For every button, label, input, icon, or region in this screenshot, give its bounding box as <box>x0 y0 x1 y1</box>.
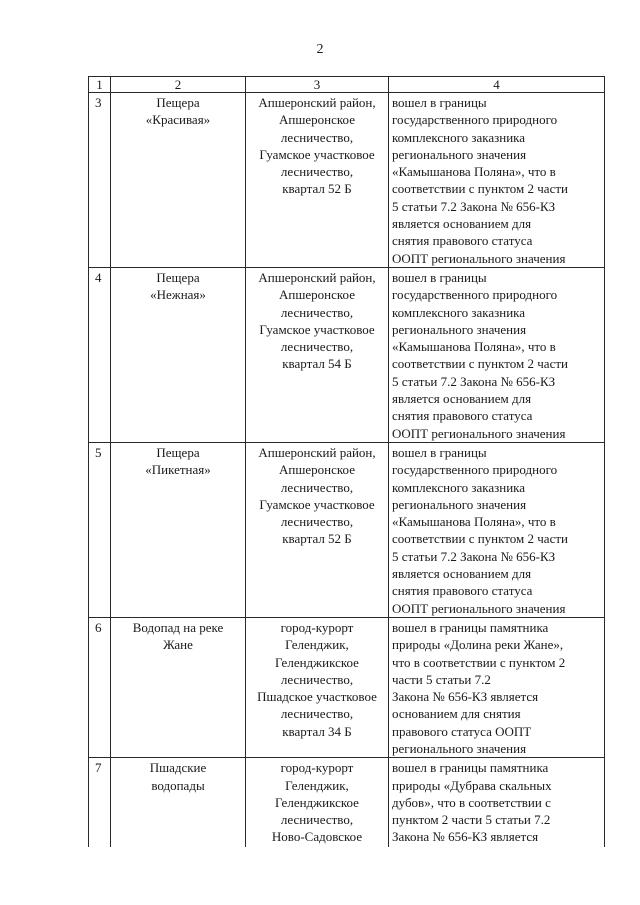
object-name-cell <box>111 442 246 617</box>
note-line: является основанием для <box>392 391 532 407</box>
location-line: лесничество, <box>280 671 354 687</box>
table-header-row <box>89 77 605 93</box>
note-line: соответствии с пунктом 2 части <box>392 531 568 547</box>
row-number-cell <box>89 442 111 617</box>
object-name-cell <box>111 617 246 757</box>
location-line: Апшеронское <box>279 462 355 478</box>
location-line: Пшадское участковое <box>257 689 377 705</box>
row-number-cell <box>89 267 111 442</box>
location-line: квартал 52 Б <box>282 531 352 547</box>
row-number: 4 <box>95 269 102 285</box>
note-line: снятия правового статуса <box>392 233 533 249</box>
note-line: вошел в границы <box>392 269 487 285</box>
table-row <box>89 442 605 617</box>
object-name-line: водопады <box>151 777 205 793</box>
location-line: Геленджик, <box>285 637 349 653</box>
protected-areas-table <box>88 76 605 847</box>
object-name-line: Жане <box>163 637 193 653</box>
object-name-line: Пещера <box>156 444 200 460</box>
row-number: 5 <box>95 444 102 460</box>
location-line: лесничество, <box>280 479 354 495</box>
row-number-cell <box>89 93 111 268</box>
note-line: снятия правового статуса <box>392 408 533 424</box>
location-cell <box>246 442 389 617</box>
location-line: Гуамское участковое <box>259 321 375 337</box>
note-line: снятия правового статуса <box>392 583 533 599</box>
object-name-line: Водопад на реке <box>132 619 224 635</box>
note-line: Закона № 656-КЗ является <box>392 689 539 705</box>
table-row <box>89 267 605 442</box>
note-line: что в соответствии с пунктом 2 <box>392 654 566 670</box>
note-line: регионального значения <box>392 146 527 162</box>
location-cell <box>246 617 389 757</box>
note-line: 5 статьи 7.2 Закона № 656-КЗ <box>392 198 556 214</box>
location-line: город-курорт <box>280 760 354 776</box>
note-line: правового статуса ООПТ <box>392 723 532 739</box>
object-name-line: «Пикетная» <box>145 462 211 478</box>
location-line: Геленджик, <box>285 777 349 793</box>
note-line: вошел в границы <box>392 444 487 460</box>
location-line: лесничество, <box>280 129 354 145</box>
location-line: город-курорт <box>280 619 354 635</box>
note-line: основанием для снятия <box>392 706 521 722</box>
location-line: Апшеронский район, <box>258 444 376 460</box>
object-name-cell <box>111 267 246 442</box>
location-line: Гуамское участковое <box>259 496 375 512</box>
location-line: квартал 34 Б <box>282 723 352 739</box>
table-row <box>89 93 605 268</box>
table-row <box>89 758 605 848</box>
location-line: Апшеронское <box>279 112 355 128</box>
note-line: пунктом 2 части 5 статьи 7.2 <box>392 812 551 828</box>
note-line: «Камышанова Поляна», что в <box>392 339 556 355</box>
row-number-cell <box>89 758 111 848</box>
note-line: природы «Долина реки Жане», <box>392 637 564 653</box>
note-line: регионального значения <box>392 496 527 512</box>
location-line: лесничество, <box>280 706 354 722</box>
note-line: «Камышанова Поляна», что в <box>392 164 556 180</box>
row-number: 6 <box>95 619 102 635</box>
location-line: Апшеронский район, <box>258 95 376 110</box>
location-line: лесничество, <box>280 514 354 530</box>
location-line: лесничество, <box>280 164 354 180</box>
note-line: является основанием для <box>392 216 532 232</box>
location-cell <box>246 267 389 442</box>
object-name-cell <box>111 93 246 268</box>
location-line: лесничество, <box>280 304 354 320</box>
row-number: 3 <box>95 95 102 110</box>
location-line: квартал 54 Б <box>282 356 352 372</box>
location-cell <box>246 758 389 848</box>
object-name-line: Пещера <box>156 95 200 110</box>
object-name-line: «Красивая» <box>145 112 211 128</box>
location-line: Ново-Садовское <box>271 829 363 845</box>
note-line: «Камышанова Поляна», что в <box>392 514 556 530</box>
note-line: является основанием для <box>392 566 532 582</box>
header-cell-1: 1 <box>89 77 111 93</box>
location-line: Апшеронское <box>279 287 355 303</box>
note-line: дубов», что в соответствии с <box>392 794 551 810</box>
note-line: 5 статьи 7.2 Закона № 656-КЗ <box>392 548 556 564</box>
note-line: 5 статьи 7.2 Закона № 656-КЗ <box>392 373 556 389</box>
location-line: Геленджикское <box>275 654 359 670</box>
note-cell <box>389 617 605 757</box>
header-cell-4: 4 <box>389 77 605 93</box>
note-line: вошел в границы памятника <box>392 760 549 776</box>
note-line: государственного природного <box>392 112 558 128</box>
note-line: вошел в границы <box>392 95 487 110</box>
note-line: части 5 статьи 7.2 <box>392 671 491 687</box>
note-line: комплексного заказника <box>392 479 526 495</box>
note-line: ООПТ регионального значения <box>392 600 566 616</box>
location-line: лесничество, <box>280 339 354 355</box>
row-number-cell <box>89 617 111 757</box>
object-name-line: Пшадские <box>149 760 207 776</box>
note-line: ООПТ регионального значения <box>392 250 566 266</box>
object-name-cell <box>111 758 246 848</box>
note-cell <box>389 267 605 442</box>
object-name-line: «Нежная» <box>150 287 206 303</box>
note-cell <box>389 93 605 268</box>
object-name-line: Пещера <box>156 269 200 285</box>
location-line: Гуамское участковое <box>259 146 375 162</box>
note-line: государственного природного <box>392 462 558 478</box>
location-line: Апшеронский район, <box>258 269 376 285</box>
note-line: Закона № 656-КЗ является <box>392 829 539 845</box>
header-cell-2: 2 <box>111 77 246 93</box>
header-cell-3: 3 <box>246 77 389 93</box>
location-line: лесничество, <box>280 812 354 828</box>
note-line: природы «Дубрава скальных <box>392 777 552 793</box>
note-line: регионального значения <box>392 740 527 756</box>
location-line: Геленджикское <box>275 794 359 810</box>
note-line: соответствии с пунктом 2 части <box>392 356 568 372</box>
note-line: регионального значения <box>392 321 527 337</box>
page-number: 2 <box>316 42 324 57</box>
location-cell <box>246 93 389 268</box>
note-line: вошел в границы памятника <box>392 619 549 635</box>
note-cell <box>389 442 605 617</box>
table-row <box>89 617 605 757</box>
location-line: квартал 52 Б <box>282 181 352 197</box>
note-line: комплексного заказника <box>392 129 526 145</box>
note-line: комплексного заказника <box>392 304 526 320</box>
row-number: 7 <box>95 760 102 776</box>
note-line: соответствии с пунктом 2 части <box>392 181 568 197</box>
note-line: ООПТ регионального значения <box>392 425 566 441</box>
note-line: государственного природного <box>392 287 558 303</box>
note-cell <box>389 758 605 848</box>
